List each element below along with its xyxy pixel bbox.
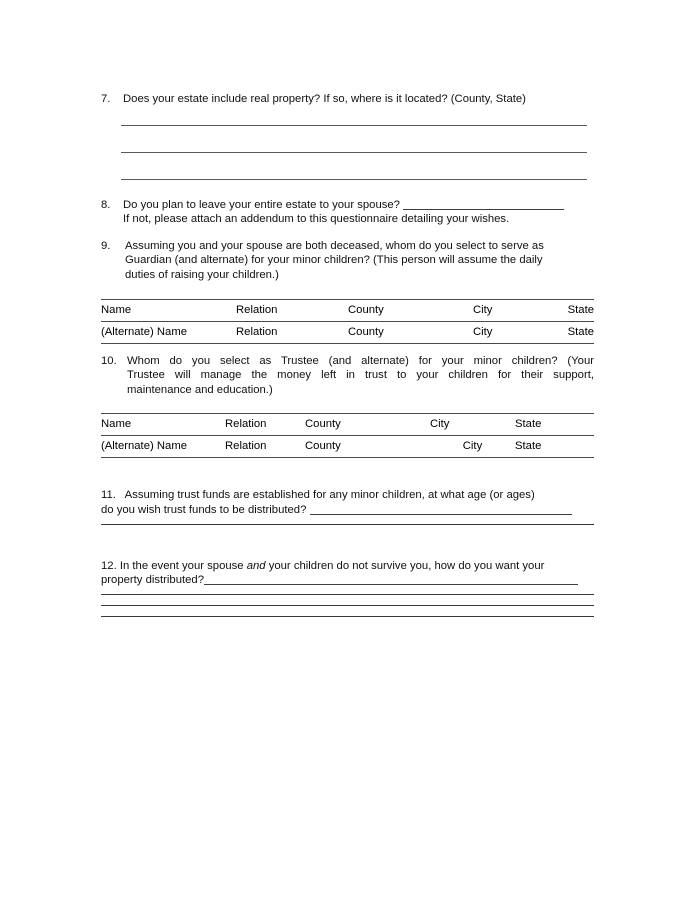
question-12-emphasis: and bbox=[246, 559, 266, 572]
guardian-alt-cell-state: State bbox=[548, 321, 594, 343]
question-8-number: 8. bbox=[101, 198, 111, 211]
question-11-answer-blank[interactable] bbox=[310, 503, 572, 515]
question-12-text-cont: property distributed? bbox=[101, 574, 204, 587]
trustee-alt-cell-state: State bbox=[515, 436, 594, 458]
question-11-number: 11. bbox=[101, 489, 116, 502]
spacer bbox=[101, 107, 594, 125]
question-10-line-1: Whom do you select as Trustee (and alternate) for your minor children? (Your bbox=[127, 354, 594, 367]
question-7-text: Does your estate include real property? If so, where is it located? (County, State) bbox=[123, 93, 526, 105]
table-row bbox=[101, 321, 594, 343]
question-10-number: 10. bbox=[101, 354, 117, 367]
question-8-body bbox=[123, 198, 594, 227]
question-12-text-b: your children do not survive you, how do you want your bbox=[265, 559, 545, 572]
table-row bbox=[101, 436, 594, 458]
question-11-text: Assuming trust funds are established for any minor children, at what age (or ages) bbox=[124, 489, 535, 502]
question-7 bbox=[101, 92, 594, 107]
guardian-cell-city: City bbox=[473, 299, 548, 321]
question-12-line-1 bbox=[101, 559, 594, 574]
spacer bbox=[101, 153, 594, 179]
spacer bbox=[101, 227, 594, 239]
question-10-line-2: Trustee will manage the money left in trust to your children for their support, bbox=[127, 369, 594, 382]
spacer bbox=[101, 606, 594, 616]
question-11-line-1 bbox=[101, 488, 594, 503]
trustee-alt-cell-name: (Alternate) Name bbox=[101, 436, 225, 458]
trustee-cell-county: County bbox=[305, 414, 430, 436]
trustee-cell-relation: Relation bbox=[225, 414, 305, 436]
spacer bbox=[101, 595, 594, 605]
guardian-alt-cell-relation: Relation bbox=[236, 321, 348, 343]
guardian-cell-state: State bbox=[548, 299, 594, 321]
question-8-line-1: Do you plan to leave your entire estate to your spouse? bbox=[123, 198, 404, 211]
trustee-table bbox=[101, 413, 594, 458]
question-8-line-2: If not, please attach an addendum to this questionnaire detailing your wishes. bbox=[123, 213, 510, 226]
question-7-number: 7. bbox=[101, 93, 111, 105]
question-7-row bbox=[101, 92, 594, 107]
question-10 bbox=[101, 354, 594, 398]
question-10-row bbox=[101, 354, 594, 398]
trustee-cell-state: State bbox=[515, 414, 594, 436]
question-10-body bbox=[127, 354, 594, 398]
trustee-alt-cell-county: County bbox=[305, 436, 430, 458]
question-9-body bbox=[125, 239, 594, 283]
question-9-line-1: Assuming you and your spouse are both deceased, whom do you select to serve as bbox=[125, 239, 544, 252]
spacer bbox=[101, 344, 594, 354]
spacer bbox=[101, 126, 594, 152]
guardian-cell-county: County bbox=[348, 299, 473, 321]
question-9-line-2: Guardian (and alternate) for your minor children? (This person will assume the daily bbox=[125, 254, 543, 267]
guardian-cell-name: Name bbox=[101, 299, 236, 321]
spacer bbox=[101, 458, 594, 488]
trustee-alt-cell-relation: Relation bbox=[225, 436, 305, 458]
guardian-cell-relation: Relation bbox=[236, 299, 348, 321]
guardian-alt-cell-county: County bbox=[348, 321, 473, 343]
trustee-alt-cell-city: City bbox=[430, 436, 515, 458]
spacer bbox=[101, 525, 594, 559]
guardian-alt-cell-name: (Alternate) Name bbox=[101, 321, 236, 343]
table-row bbox=[101, 299, 594, 321]
question-11-text-cont: do you wish trust funds to be distributed? bbox=[101, 503, 310, 516]
question-8-answer-blank[interactable] bbox=[403, 198, 564, 210]
question-12-number: 12. bbox=[101, 559, 117, 572]
question-9-line-3: duties of raising your children.) bbox=[125, 268, 279, 281]
guardian-table bbox=[101, 299, 594, 344]
spacer bbox=[101, 397, 594, 413]
question-12 bbox=[101, 559, 594, 588]
guardian-alt-cell-city: City bbox=[473, 321, 548, 343]
question-12-answer-line-4[interactable] bbox=[101, 616, 594, 617]
trustee-cell-name: Name bbox=[101, 414, 225, 436]
question-11 bbox=[101, 488, 594, 517]
question-8 bbox=[101, 198, 594, 227]
question-9-number: 9. bbox=[101, 239, 111, 252]
question-12-answer-blank[interactable] bbox=[204, 573, 578, 585]
question-10-line-3: maintenance and education.) bbox=[127, 383, 273, 396]
spacer bbox=[101, 283, 594, 299]
table-row bbox=[101, 414, 594, 436]
question-8-row bbox=[101, 198, 594, 227]
trustee-cell-city: City bbox=[430, 414, 515, 436]
spacer bbox=[101, 180, 594, 198]
question-9 bbox=[101, 239, 594, 283]
document-content bbox=[101, 92, 594, 617]
question-9-row bbox=[101, 239, 594, 283]
question-12-line-2 bbox=[101, 573, 594, 588]
question-11-line-2 bbox=[101, 503, 594, 518]
question-12-text-a: In the event your spouse bbox=[119, 559, 247, 572]
